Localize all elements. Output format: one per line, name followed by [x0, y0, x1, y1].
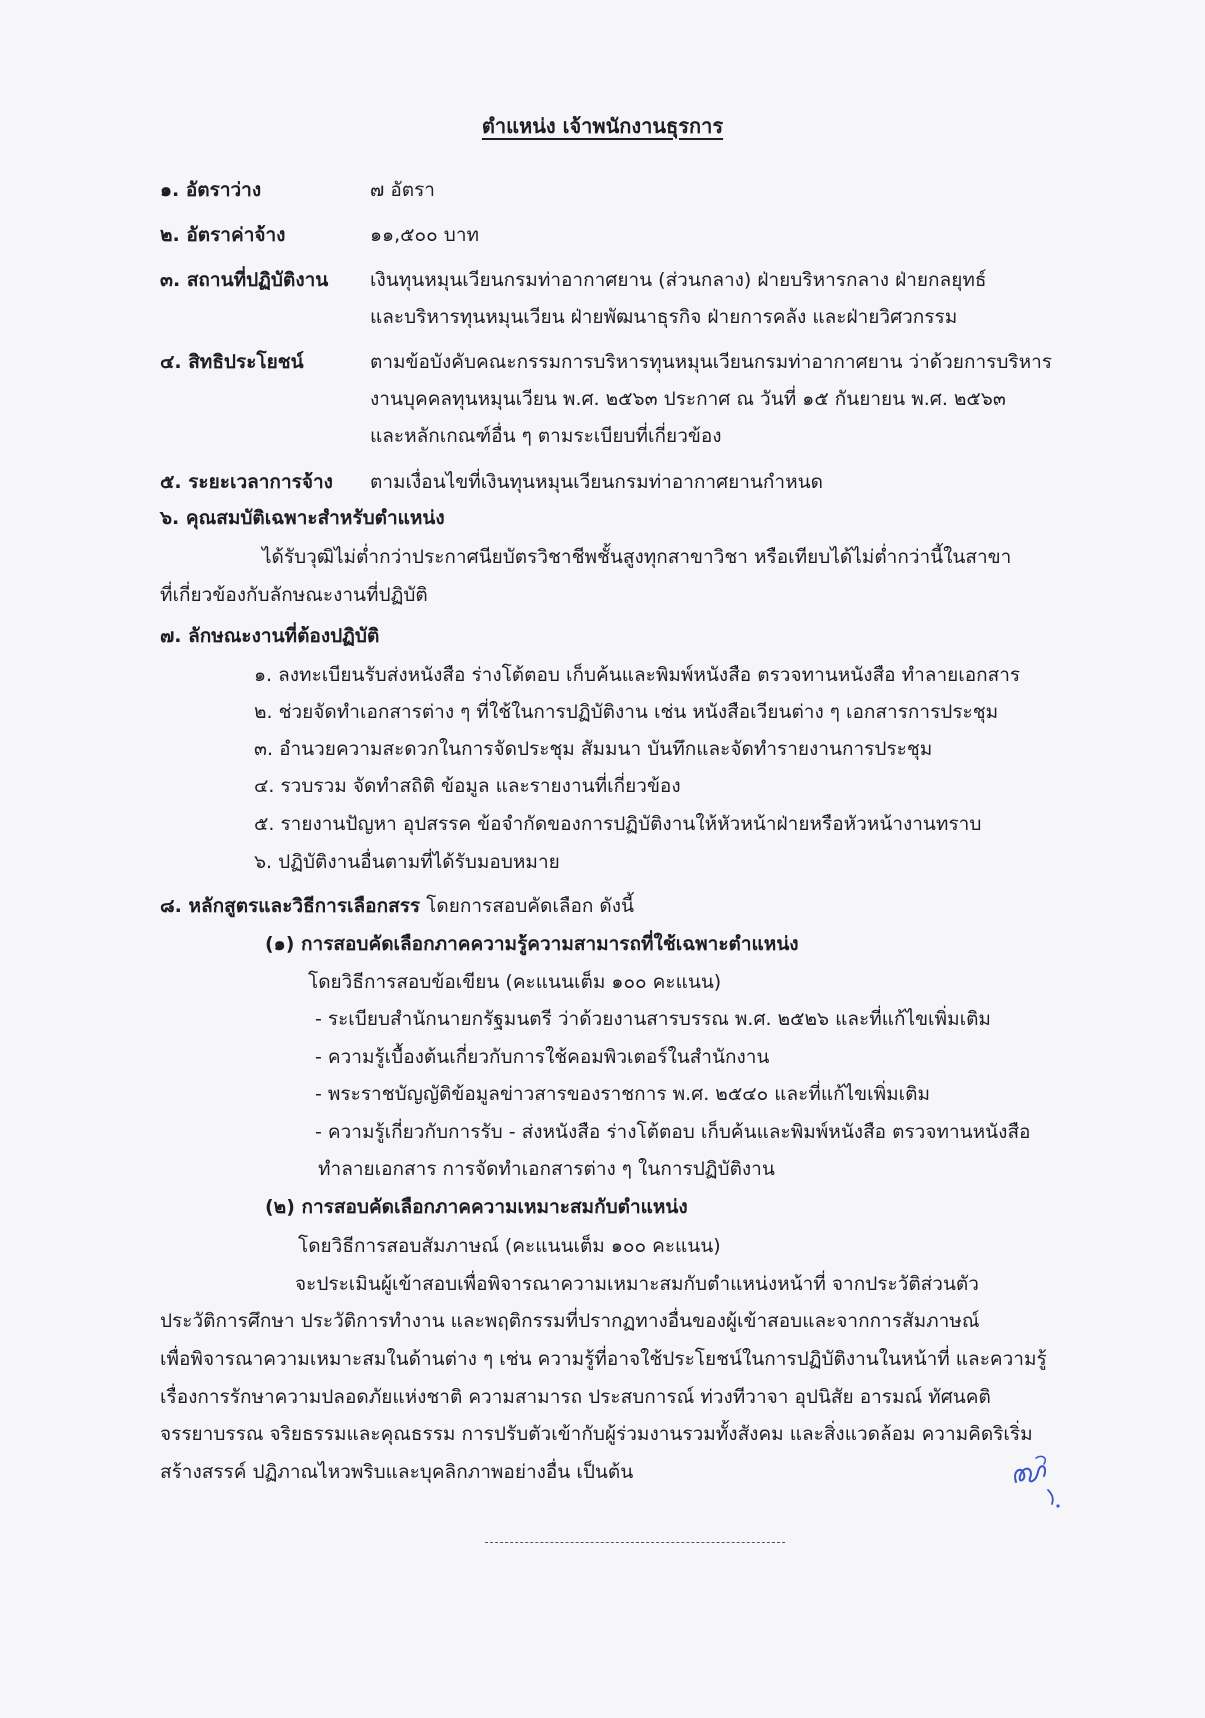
duration-label: ๕. ระยะเวลาการจ้าง	[160, 471, 333, 493]
part2-method: โดยวิธีการสอบสัมภาษณ์ (คะแนนเต็ม ๑๐๐ คะแนน)	[298, 1235, 721, 1257]
qualification-line-1: ได้รับวุฒิไม่ต่ำกว่าประกาศนียบัตรวิชาชีพชั้นสูงทุกสาขาวิชา หรือเทียบได้ไม่ต่ำกว่านี้ในสาขา	[262, 546, 1012, 568]
duty-item: ๑. ลงทะเบียนรับส่งหนังสือ ร่างโต้ตอบ เก็บค้นและพิมพ์หนังสือ ตรวจทานหนังสือ ทำลายเอกสาร	[254, 664, 1021, 686]
interview-paragraph-line: ประวัติการศึกษา ประวัติการทำงาน และพฤติกรรมที่ปรากฏทางอื่นของผู้เข้าสอบและจากการสัมภาษณ์	[160, 1310, 980, 1332]
interview-paragraph-line: เรื่องการรักษาความปลอดภัยแห่งชาติ ความสามารถ ประสบการณ์ ท่วงทีวาจา อุปนิสัย อารมณ์ ทัศนคติ	[160, 1386, 991, 1408]
interview-paragraph-line: สร้างสรรค์ ปฏิภาณไหวพริบและบุคลิกภาพอย่างอื่น เป็นต้น	[160, 1461, 634, 1483]
duty-item: ๔. รวบรวม จัดทำสถิติ ข้อมูล และรายงานที่เกี่ยวข้อง	[254, 775, 681, 797]
salary-label: ๒. อัตราค่าจ้าง	[160, 224, 286, 246]
benefits-line-2: งานบุคคลทุนหมุนเวียน พ.ศ. ๒๕๖๓ ประกาศ ณ วันที่ ๑๕ กันยายน พ.ศ. ๒๕๖๓	[370, 388, 1006, 410]
part1-heading: (๑) การสอบคัดเลือกภาคความรู้ความสามารถที่ใช้เฉพาะตำแหน่ง	[265, 933, 799, 955]
signature-initials	[1008, 1440, 1068, 1510]
salary-value: ๑๑,๕๐๐ บาท	[370, 224, 480, 246]
benefits-line-3: และหลักเกณฑ์อื่น ๆ ตามระเบียบที่เกี่ยวข้อง	[370, 425, 722, 447]
exam-topic: - ความรู้เบื้องต้นเกี่ยวกับการใช้คอมพิวเตอร์ในสำนักงาน	[315, 1046, 770, 1068]
vacancy-label: ๑. อัตราว่าง	[160, 179, 262, 201]
end-divider	[485, 1542, 785, 1543]
workplace-row	[160, 262, 1110, 336]
selection-heading-rest: โดยการสอบคัดเลือก ดังนี้	[420, 895, 635, 917]
part2-heading: (๒) การสอบคัดเลือกภาคความเหมาะสมกับตำแหน่ง	[265, 1196, 688, 1218]
workplace-label: ๓. สถานที่ปฏิบัติงาน	[160, 269, 329, 291]
exam-topic: - ระเบียบสำนักนายกรัฐมนตรี ว่าด้วยงานสารบรรณ พ.ศ. ๒๕๒๖ และที่แก้ไขเพิ่มเติม	[315, 1008, 991, 1030]
exam-topic: - พระราชบัญญัติข้อมูลข่าวสารของราชการ พ.ศ. ๒๕๔๐ และที่แก้ไขเพิ่มเติม	[315, 1083, 931, 1105]
exam-topic-continued: ทำลายเอกสาร การจัดทำเอกสารต่าง ๆ ในการปฏิบัติงาน	[318, 1158, 775, 1180]
benefits-row	[160, 344, 1110, 455]
part1-method: โดยวิธีการสอบข้อเขียน (คะแนนเต็ม ๑๐๐ คะแนน)	[308, 971, 722, 993]
vacancy-row	[160, 172, 1110, 209]
salary-row	[160, 217, 1110, 254]
qualification-heading: ๖. คุณสมบัติเฉพาะสำหรับตำแหน่ง	[160, 507, 445, 529]
duty-item: ๓. อำนวยความสะดวกในการจัดประชุม สัมมนา บันทึกและจัดทำรายงานการประชุม	[254, 738, 933, 760]
interview-paragraph-line: จรรยาบรรณ จริยธรรมและคุณธรรม การปรับตัวเข้ากับผู้ร่วมงานรวมทั้งสังคม และสิ่งแวดล้อม ความคิดริเริ่ม	[160, 1423, 1033, 1445]
vacancy-value: ๗ อัตรา	[370, 179, 435, 201]
interview-paragraph-line: เพื่อพิจารณาความเหมาะสมในด้านต่าง ๆ เช่น ความรู้ที่อาจใช้ประโยชน์ในการปฏิบัติงานในหน้าที่ และความรู้	[160, 1348, 1047, 1370]
workplace-line-2: และบริหารทุนหมุนเวียน ฝ่ายพัฒนาธุรกิจ ฝ่ายการคลัง และฝ่ายวิศวกรรม	[370, 306, 958, 328]
workplace-line-1: เงินทุนหมุนเวียนกรมท่าอากาศยาน (ส่วนกลาง) ฝ่ายบริหารกลาง ฝ่ายกลยุทธ์	[370, 269, 987, 291]
duration-value: ตามเงื่อนไขที่เงินทุนหมุนเวียนกรมท่าอากาศยานกำหนด	[370, 471, 823, 493]
duration-row	[160, 464, 1110, 501]
benefits-line-1: ตามข้อบังคับคณะกรรมการบริหารทุนหมุนเวียนกรมท่าอากาศยาน ว่าด้วยการบริหาร	[370, 351, 1052, 373]
exam-topic: - ความรู้เกี่ยวกับการรับ - ส่งหนังสือ ร่างโต้ตอบ เก็บค้นและพิมพ์หนังสือ ตรวจทานหนังสือ	[315, 1121, 1031, 1143]
selection-heading-bold: ๘. หลักสูตรและวิธีการเลือกสรร	[160, 895, 421, 917]
workplace-value	[370, 262, 1205, 336]
benefits-label: ๔. สิทธิประโยชน์	[160, 351, 304, 373]
duty-item: ๖. ปฏิบัติงานอื่นตามที่ได้รับมอบหมาย	[254, 851, 560, 873]
page-title: ตำแหน่ง เจ้าพนักงานธุรการ	[481, 114, 724, 138]
duty-item: ๒. ช่วยจัดทำเอกสารต่าง ๆ ที่ใช้ในการปฏิบัติงาน เช่น หนังสือเวียนต่าง ๆ เอกสารการประชุม	[254, 701, 999, 723]
interview-paragraph-line: จะประเมินผู้เข้าสอบเพื่อพิจารณาความเหมาะสมกับตำแหน่งหน้าที่ จากประวัติส่วนตัว	[295, 1273, 979, 1295]
duty-item: ๕. รายงานปัญหา อุปสรรค ข้อจำกัดของการปฏิบัติงานให้หัวหน้าฝ่ายหรือหัวหน้างานทราบ	[254, 813, 982, 835]
qualification-line-2: ที่เกี่ยวข้องกับลักษณะงานที่ปฏิบัติ	[160, 584, 428, 606]
benefits-value	[370, 344, 1205, 455]
selection-heading	[160, 892, 634, 920]
duties-heading: ๗. ลักษณะงานที่ต้องปฏิบัติ	[160, 625, 380, 647]
